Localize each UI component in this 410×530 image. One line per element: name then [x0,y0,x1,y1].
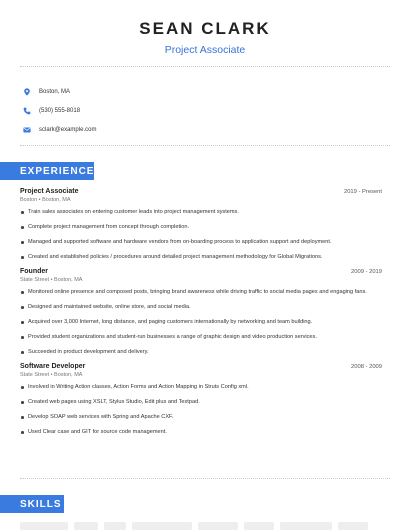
job-bullet: Complete project management from concept through completion. [20,223,382,231]
location-pin-icon [22,87,31,96]
job-bullet: Provided student organizations and student-run businesses a range of graphic design and video production services. [20,333,382,341]
job-date: 2009 - 2019 [351,269,382,275]
skills-list [20,522,368,530]
job-bullet: Created and established policies / procedures around detailed project management methodology for Global Migrations. [20,253,382,261]
contact-phone[interactable] [22,101,96,120]
resume-header [0,18,410,57]
job-bullet: Succeeded in product development and delivery. [20,348,382,356]
skill-tag [20,522,68,530]
job-bullet: Designed and maintained website, online store, and social media. [20,303,382,311]
job-title: Founder [20,268,48,275]
contact-list [22,82,96,139]
job-bullet: Acquired over 3,000 Internet, long distance, and paging customers internationally by networking and team building. [20,318,382,326]
contact-divider [20,145,390,146]
job-entry [20,268,382,356]
candidate-title: Project Associate [164,44,246,56]
job-date: 2019 - Present [343,189,382,195]
contact-location [22,82,96,101]
skill-tag [74,522,98,530]
candidate-name: SEAN CLARK [139,19,271,38]
job-title: Project Associate [20,188,79,195]
skill-tag [280,522,332,530]
job-bullet: Used Clear case and GIT for source code management. [20,428,382,436]
skill-tag [244,522,274,530]
job-entry [20,363,382,436]
skill-tag [338,522,368,530]
job-entry [20,188,382,261]
job-bullets [20,383,382,436]
job-bullet: Created web pages using XSLT, Stylus Studio, Edit plus and Textpad. [20,398,382,406]
experience-section-header: EXPERIENCE [0,162,94,180]
mail-icon [22,125,31,134]
job-title: Software Developer [20,363,86,370]
job-location: State Street • Boston, MA [20,277,83,283]
job-bullet: Managed and supported software and hardware vendors from on-boarding process to application support and deployment. [20,238,382,246]
job-bullet: Develop SOAP web services with Spring and Apache CXF. [20,413,382,421]
job-bullets [20,208,382,261]
contact-location-text: Boston, MA [39,88,71,95]
skill-tag [132,522,192,530]
contact-email-text: sclark@example.com [39,126,97,133]
contact-email[interactable] [22,120,96,139]
job-bullet: Involved in Writing Action classes, Action Forms and Action Mapping in Struts Config xml. [20,383,382,391]
job-location: Boston • Boston, MA [20,197,71,203]
skill-tag [104,522,126,530]
experience-divider [20,478,390,479]
header-divider [20,66,390,67]
phone-icon [22,106,31,115]
job-bullets [20,288,382,356]
job-date: 2008 - 2009 [351,364,382,370]
job-bullet: Monitored online presence and composed posts, bringing brand awareness while driving traffic to social media pages and engaging fans. [20,288,382,296]
skills-section-header: SKILLS [0,495,64,513]
job-bullet: Train sales associates on entering customer leads into project management systems. [20,208,382,216]
job-location: State Street • Boston, MA [20,372,83,378]
contact-phone-text: (530) 555-8018 [39,107,81,114]
skill-tag [198,522,238,530]
experience-list [20,188,382,443]
